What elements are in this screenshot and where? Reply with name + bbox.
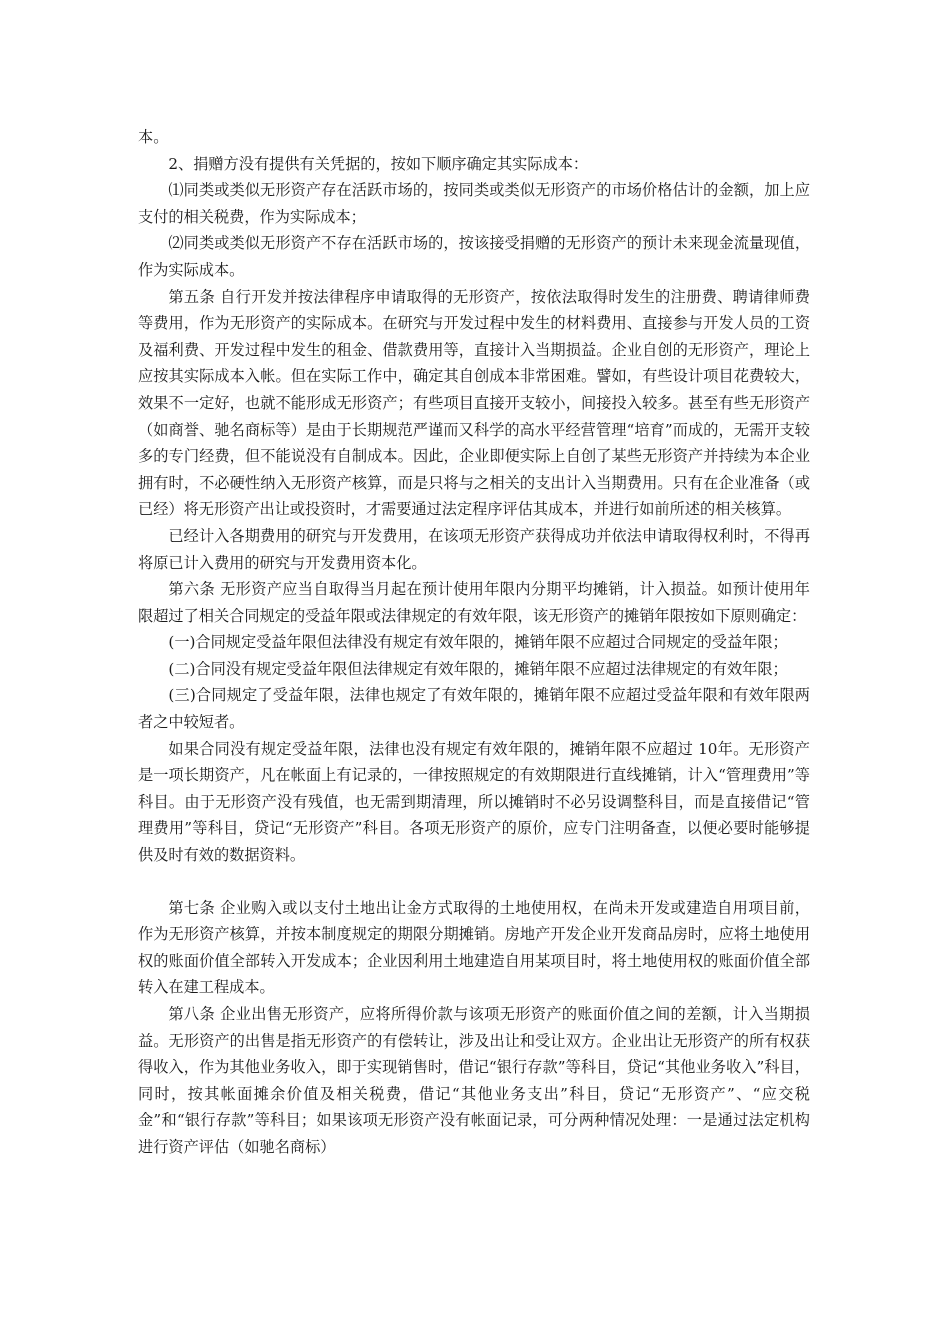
paragraph-active-market: ⑴同类或类似无形资产存在活跃市场的，按同类或类似无形资产的市场价格估计的金额，加上应支付的相关税费，作为实际成本； (138, 181, 810, 226)
paragraph-rd-expense: 已经计入各期费用的研究与开发费用，在该项无形资产获得成功并依法申请取得权利时，不得再将原已计入费用的研究与开发费用资本化。 (138, 526, 810, 572)
paragraph-rule-2: (二)合同没有规定受益年限但法律规定有效年限的，摊销年限不应超过法律规定的有效年限； (168, 659, 788, 678)
document-page (138, 124, 810, 1161)
paragraph-article-5: 第五条 自行开发并按法律程序申请取得的无形资产，按依法取得时发生的注册费、聘请律师费等费用，作为无形资产的实际成本。在研究与开发过程中发生的材料费用、直接参与开发人员的工资及福利费、开发过程中发生的租金、借款费用等，直接计入当期损益。企业自创的无形资产，理论上应按其实际成本入帐。但在实际工作中，确定其自创成本非常困难。譬如，有些设计项目花费较大，效果不一定好，也就不能形成无形资产；有些项目直接开支较小，间接投入较多。甚至有些无形资产（如商誉、驰名商标等）是由于长期规范严谨而又科学的高水平经营管理“培育”而成的，无需开支较多的专门经费，但不能说没有自制成本。因此，企业即便实际上自创了某些无形资产并持续为本企业拥有时，不必硬性纳入无形资产核算，而是只将与之相关的支出计入当期费用。只有在企业准备（或已经）将无形资产出让或投资时，才需要通过法定程序评估其成本，并进行如前所述的相关核算。 (138, 287, 810, 519)
paragraph-cost-continuation: 本。 (138, 128, 169, 146)
paragraph-article-7: 第七条 企业购入或以支付土地出让金方式取得的土地使用权，在尚未开发或建造自用项目前，作为无形资产核算，并按本制度规定的期限分期摊销。房地产开发企业开发商品房时，应将土地使用权的账面价值全部转入开发成本；企业因利用土地建造自用某项目时，将土地使用权的账面价值全部转入在建工程成本。 (138, 898, 810, 997)
paragraph-article-8: 第八条 企业出售无形资产，应将所得价款与该项无形资产的账面价值之间的差额，计入当期损益。无形资产的出售是指无形资产的有偿转让，涉及出让和受让双方。企业出让无形资产的所有权获得收入，作为其他业务收入，即于实现销售时，借记“银行存款”等科目，贷记“其他业务收入”科目，同时，按其帐面摊余价值及相关税费，借记“其他业务支出”科目，贷记“无形资产”、“应交税金”和“银行存款”等科目；如果该项无形资产没有帐面记录，可分两种情况处理：一是通过法定机构进行资产评估（如驰名商标） (138, 1005, 810, 1156)
paragraph-no-active-market: ⑵同类或类似无形资产不存在活跃市场的，按该接受捐赠的无形资产的预计未来现金流量现值，作为实际成本。 (138, 234, 810, 279)
paragraph-rule-1: (一)合同规定受益年限但法律没有规定有效年限的，摊销年限不应超过合同规定的受益年限； (168, 633, 788, 652)
paragraph-article-6: 第六条 无形资产应当自取得当月起在预计使用年限内分期平均摊销，计入损益。如预计使用年限超过了相关合同规定的受益年限或法律规定的有效年限，该无形资产的摊销年限按如下原则确定： (138, 580, 810, 625)
paragraph-rule-3: (三)合同规定了受益年限，法律也规定了有效年限的，摊销年限不应超过受益年限和有效年限两者之中较短者。 (138, 686, 810, 732)
paragraph-amortization: 如果合同没有规定受益年限，法律也没有规定有效年限的，摊销年限不应超过 10年。无形资产是一项长期资产，凡在帐面上有记录的，一律按照规定的有效期限进行直线摊销，计入“管理费用”等科目。由于无形资产没有残值，也无需到期清理，所以摊销时不必另设调整科目，而是直接借记“管理费用”等科目，贷记“无形资产”科目。各项无形资产的原价，应专门注明备查，以便必要时能够提供及时有效的数据资料。 (138, 739, 810, 865)
paragraph-donor-no-voucher: 2、捐赠方没有提供有关凭据的，按如下顺序确定其实际成本： (168, 154, 589, 173)
